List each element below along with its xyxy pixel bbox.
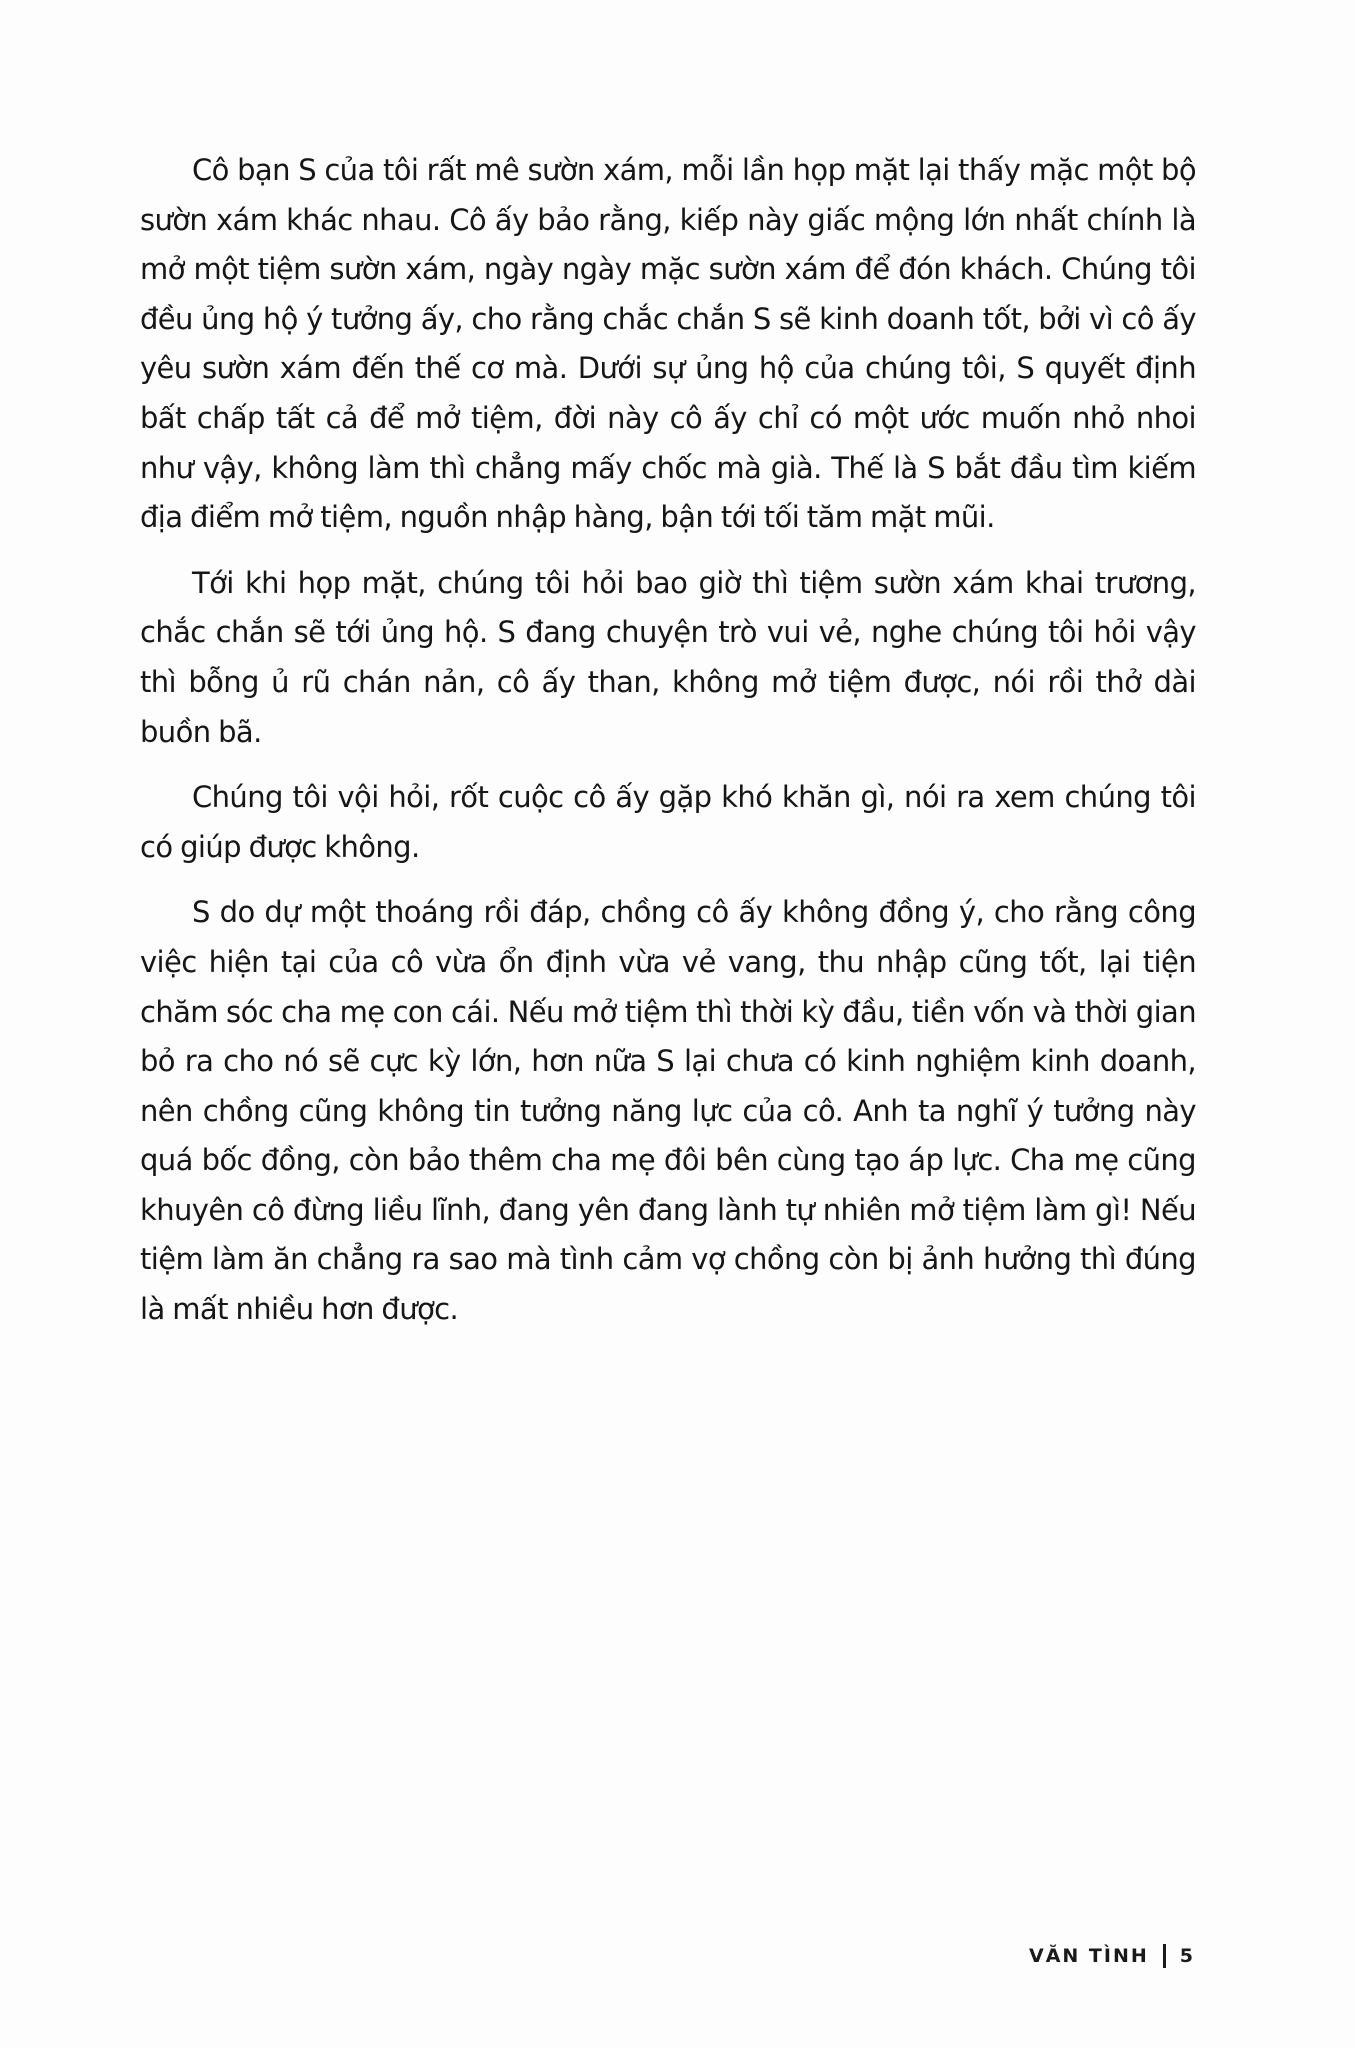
paragraph-4: S do dự một thoáng rồi đáp, chồng cô ấy không đồng ý, cho rằng công việc hiện tại của cô vừa ổn định vừa vẻ vang, thu nhập cũng tốt, lại tiện chăm sóc cha mẹ con cái. Nếu mở tiệm thì thời kỳ đầu, tiền vốn và thời gian bỏ ra cho nó sẽ cực kỳ lớn, hơn nữa S lại chưa có kinh nghiệm kinh doanh, nên chồng cũng không tin tưởng năng lực của cô. Anh ta nghĩ ý tưởng này quá bốc đồng, còn bảo thêm cha mẹ đôi bên cùng tạo áp lực. Cha mẹ cũng khuyên cô đừng liều lĩnh, đang yên đang lành tự nhiên mở tiệm làm gì! Nếu tiệm làm ăn chẳng ra sao mà tình cảm vợ chồng còn bị ảnh hưởng thì đúng là mất nhiều hơn được. [140,895,1196,1327]
body-text [140,146,1196,1351]
paragraph-3: Chúng tôi vội hỏi, rốt cuộc cô ấy gặp khó khăn gì, nói ra xem chúng tôi có giúp được không. [140,780,1196,864]
footer-separator [1163,1944,1166,1968]
page-footer [1029,1944,1195,1968]
paragraph-2: Tới khi họp mặt, chúng tôi hỏi bao giờ thì tiệm sườn xám khai trương, chắc chắn sẽ tới ủng hộ. S đang chuyện trò vui vẻ, nghe chúng tôi hỏi vậy thì bỗng ủ rũ chán nản, cô ấy than, không mở tiệm được, nói rồi thở dài buồn bã. [140,565,1196,749]
page-number: 5 [1179,1945,1195,1967]
paragraph-1: Cô bạn S của tôi rất mê sườn xám, mỗi lần họp mặt lại thấy mặc một bộ sườn xám khác nhau. Cô ấy bảo rằng, kiếp này giấc mộng lớn nhất chính là mở một tiệm sườn xám, ngày ngày mặc sườn xám để đón khách. Chúng tôi đều ủng hộ ý tưởng ấy, cho rằng chắc chắn S sẽ kinh doanh tốt, bởi vì cô ấy yêu sườn xám đến thế cơ mà. Dưới sự ủng hộ của chúng tôi, S quyết định bất chấp tất cả để mở tiệm, đời này cô ấy chỉ có một ước muốn nhỏ nhoi như vậy, không làm thì chẳng mấy chốc mà già. Thế là S bắt đầu tìm kiếm địa điểm mở tiệm, nguồn nhập hàng, bận tới tối tăm mặt mũi. [140,153,1196,535]
running-title: VĂN TÌNH [1029,1945,1149,1967]
